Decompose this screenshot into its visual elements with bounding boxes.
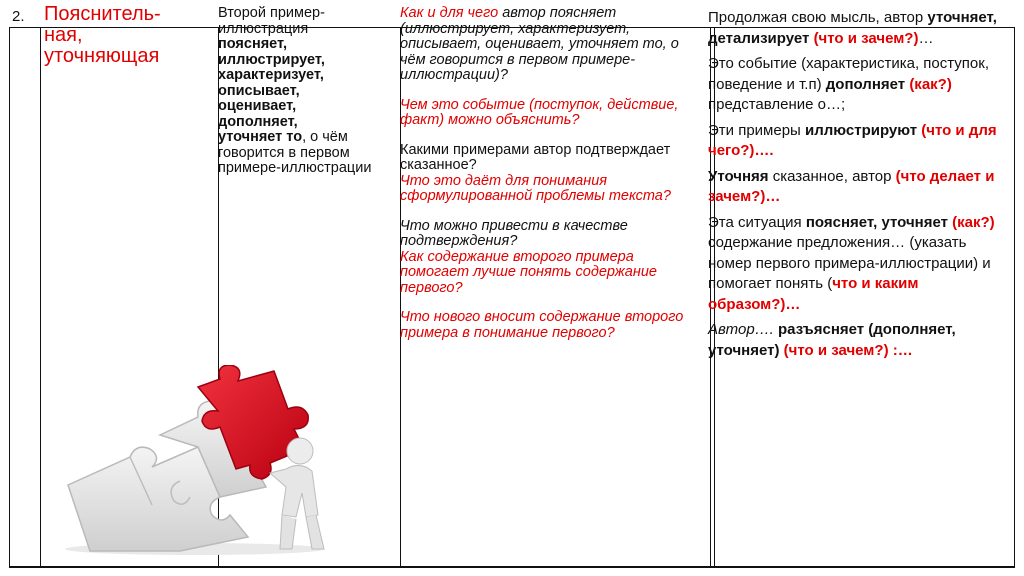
phrase-text: содержание предложения… (указать номер первого примера-иллюстрации) и помогает понять ( [708, 234, 991, 292]
phrase-text: Эта ситуация [708, 213, 806, 231]
definition-verb: дополняет, [218, 113, 298, 130]
questions-cell [400, 6, 705, 341]
definition-verb: описывает, [218, 82, 300, 99]
phrase-keyword: уточняет, детализирует [708, 9, 997, 47]
question-text: автор поясняет (иллюстрирует, характеризует, описывает, оценивает, уточняет то, о чём говорится в первом примере-иллюстрации)? [400, 5, 679, 83]
phrase-question: (что и зачем?) [813, 29, 919, 47]
question [400, 6, 705, 84]
table-border-right [1014, 28, 1015, 566]
phrase [708, 320, 1006, 361]
phrase [708, 121, 1006, 162]
definition-verb: оценивает, [218, 98, 297, 114]
term-line: ная, [44, 24, 83, 46]
phrase-text: … [918, 29, 934, 47]
phrase-keyword: иллюстрируют [805, 121, 918, 139]
phrase-keyword: поясняет, уточняет [805, 213, 948, 231]
phrase-text: Эти примеры [708, 121, 805, 139]
question: Какими примерами автор подтверждает сказанное? [400, 141, 671, 173]
term-line: уточняющая [44, 45, 160, 67]
table-border-left [9, 28, 10, 566]
definition-cell [218, 6, 386, 177]
question: Что это даёт для понимания сформулированной проблемы текста? [400, 172, 671, 204]
phrase [708, 167, 1006, 208]
phrase-text: представление о…; [708, 96, 846, 113]
question: Что можно привести в качестве подтверждения? [400, 217, 628, 249]
phrase-keyword: разъясняет (дополняет, уточняет) [708, 321, 956, 359]
definition-verb: поясняет, [218, 36, 288, 52]
definition-tail [218, 130, 386, 177]
phrase [708, 54, 1006, 116]
phrase [708, 8, 1006, 49]
phrase-text: сказанное, автор [768, 167, 896, 185]
definition-intro: Второй пример-иллюстрация [218, 5, 325, 37]
definition-verb: уточняет то [218, 129, 303, 145]
definition-verb: иллюстрирует, [218, 51, 325, 68]
phrase-question: (что и зачем?) :… [783, 341, 913, 359]
phrase-keyword: дополняет [825, 75, 906, 93]
question-highlight: Как и для чего [400, 5, 499, 21]
phrase-text: Это событие (характеристика, поступок, поведение и т.п) [708, 55, 990, 93]
question: Как содержание второго примера помогает лучше понять содержание первого? [400, 248, 657, 296]
definition-verb: характеризует, [218, 67, 324, 83]
phrase-text: Продолжая свою мысль, автор [708, 9, 928, 26]
row-number: 2. [12, 8, 25, 25]
column-divider [40, 28, 41, 566]
phrase-question: что и каким образом?)… [708, 275, 919, 313]
puzzle-figure-icon [60, 365, 330, 555]
definition-rest: , о чём говорится в первом примере-иллюстрации [218, 129, 372, 176]
phrase [708, 213, 1006, 316]
phrases-cell [708, 8, 1006, 361]
term-title [44, 4, 161, 67]
question: Чем это событие (поступок, действие, факт) можно объяснить? [400, 96, 679, 128]
phrase-question: (что и для чего?)…. [708, 121, 997, 159]
phrase-keyword: Уточняя [708, 167, 769, 185]
question: Что нового вносит содержание второго примера в понимание первого? [400, 309, 684, 341]
phrase-question: (что делает и зачем?)… [708, 167, 995, 205]
phrase-question: (как?) [909, 75, 952, 93]
term-line: Пояснитель- [44, 3, 161, 25]
phrase-text: Автор…. [708, 321, 779, 338]
phrase-question: (как?) [952, 213, 995, 231]
